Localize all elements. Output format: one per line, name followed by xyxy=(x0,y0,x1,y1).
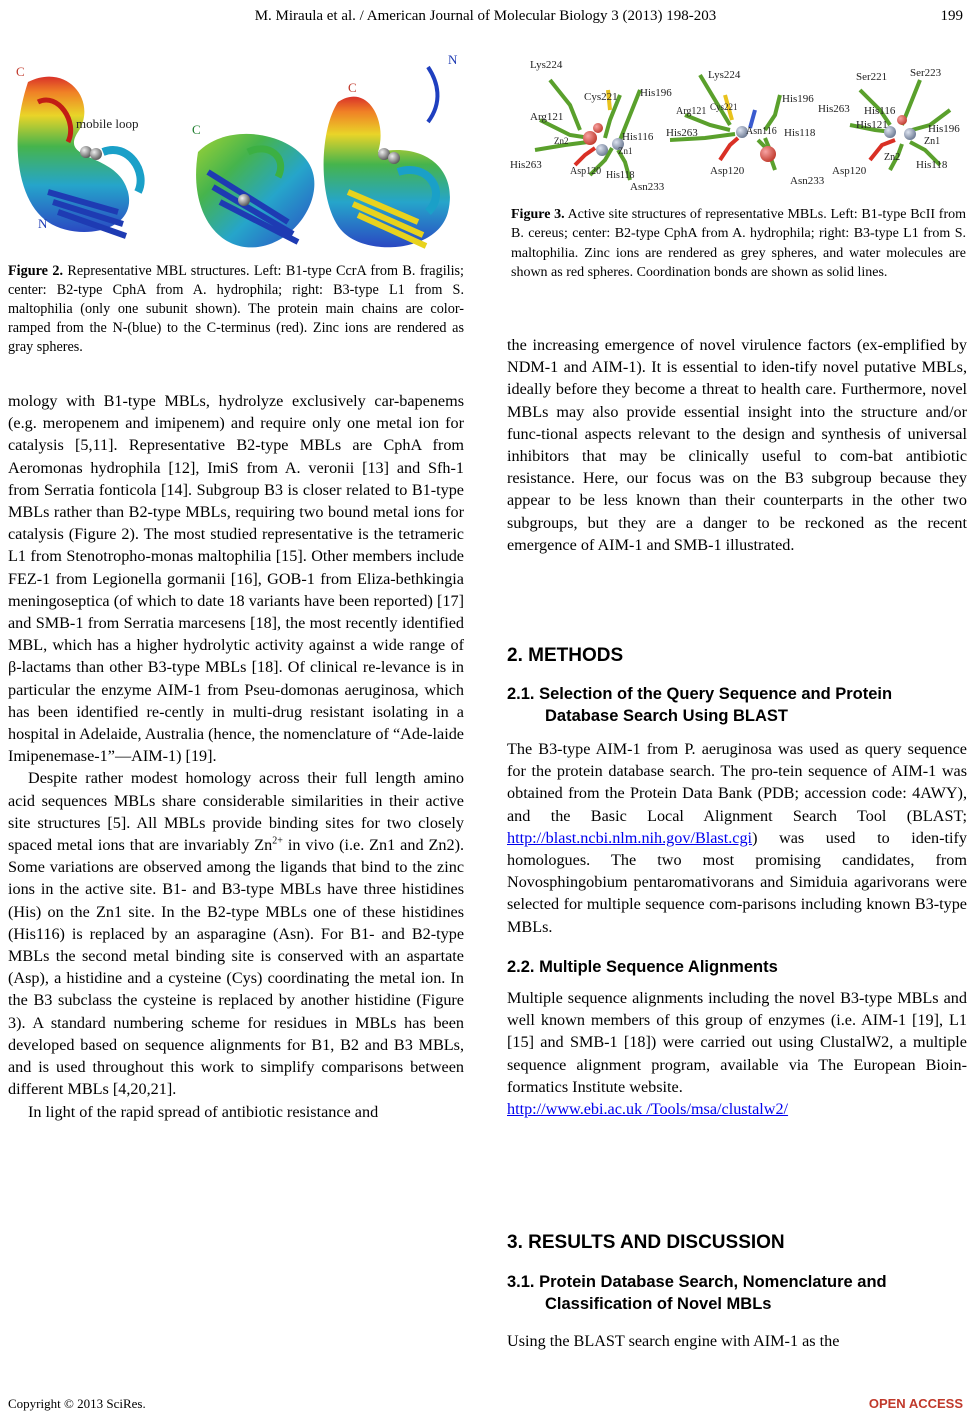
section-2-2-text xyxy=(507,987,967,1120)
clustalw-link[interactable]: http://www.ebi.ac.uk /Tools/msa/clustalw2/ xyxy=(507,1100,789,1119)
figure-2-structures xyxy=(8,42,464,260)
label-asn233-center: Asn233 xyxy=(790,175,825,187)
paragraph: In light of the rapid spread of antibiotic resistance and xyxy=(28,1102,379,1121)
section-3-1-text xyxy=(507,1330,967,1352)
figure-2-caption-text: Representative MBL structures. Left: B1-type CcrA from B. fragilis; center: B2-type CphA from A. hydrophila; right: B3-type L1 from S. maltophilia (only one subunit shown). The protein main chains are color-ramped from the N-(blue) to the C-terminus (red). Zinc ions are rendered as gray spheres. xyxy=(8,263,464,355)
b1-ccra-structure xyxy=(18,77,141,236)
label-arg121: Arg121 xyxy=(530,111,564,123)
label-ser223: Ser223 xyxy=(910,67,942,79)
paragraph: Using the BLAST search engine with AIM-1 as the xyxy=(507,1332,840,1350)
label-cys221: Cys221 xyxy=(584,91,618,103)
label-his116: His116 xyxy=(622,131,654,143)
blast-link[interactable]: http://blast.ncbi.nlm.nih.gov/Blast.cgi xyxy=(507,828,753,847)
label-asn116-center: Asn116 xyxy=(746,126,777,137)
label-n-left: N xyxy=(38,216,48,231)
figure-3-active-sites xyxy=(510,50,967,200)
label-his118: His118 xyxy=(606,170,635,181)
label-his118-center: His118 xyxy=(784,127,816,139)
label-arg121-center: Arg121 xyxy=(676,106,707,117)
label-his263-right: His263 xyxy=(818,103,850,115)
label-his121-right: His121 xyxy=(856,119,888,131)
figure-3-image xyxy=(510,50,967,200)
label-his263: His263 xyxy=(510,159,542,171)
label-zn1-right: Zn1 xyxy=(924,136,941,147)
label-his196: His196 xyxy=(640,87,672,99)
zinc-ion xyxy=(90,148,102,160)
running-header xyxy=(0,8,971,30)
section-heading-results: 3. RESULTS AND DISCUSSION xyxy=(507,1232,785,1253)
label-c-left: C xyxy=(16,64,25,79)
b3-l1-structure xyxy=(324,67,450,247)
right-column-intro xyxy=(507,334,967,556)
paragraph: Multiple sequence alignments including the novel B3-type MBLs and well known members of this group of enzymes (i.e. AIM-1 [19], L1 [15] and SMB-1 [18]) were carried out using ClustalW2, a multiple sequence alignment program, available via The European Bioin-formatics Institute website. xyxy=(507,989,967,1096)
label-c-center: C xyxy=(192,122,201,137)
label-n-right: N xyxy=(448,52,458,67)
label-c-right: C xyxy=(348,80,357,95)
label-asp120-center: Asp120 xyxy=(710,165,745,177)
subsection-heading-2-1: 2.1. Selection of the Query Sequence and Protein Database Search Using BLAST xyxy=(507,685,893,725)
paragraph: The B3-type AIM-1 from P. aeruginosa was used as query sequence for the protein database search. The pro-tein sequence of AIM-1 was obtained from the Protein Data Bank (PDB; accession code: 4AWY), and the Basic Local Alignment Search Tool (BLAST; http://blast.ncbi.nlm.nih.gov/Blast.cgi) was used to iden-tify homologues. The two most promising candidates, from Novosphingobium pentaromativorans and Simiduia agarivorans were selected for multiple sequence com-parisons including known B3-type MBLs. xyxy=(507,740,967,936)
open-access-badge: OPEN ACCESS xyxy=(868,1396,963,1411)
label-his196-center: His196 xyxy=(782,93,814,105)
paragraph: mology with B1-type MBLs, hydrolyze exclusively car-bapenems (e.g. meropenem and imipenem) and require only one metal ion for catalysis [5,11]. Representative B2-type MBLs are CphA from Aeromonas hydrophila [12], ImiS from A. veronii [13] and Sfh-1 from Serratia fonticola [14]. Subgroup B3 is closer related to B1-type MBLs rather than B2-type MBLs, requiring two bound metal ions for catalysis (Figure 2). The most studied representative is the tetrameric L1 from Stenotropho-monas maltophilia [15]. Other members include FEZ-1 from Legionella gormanii [16], GOB-1 from Eliza-bethkingia meningoseptica (of which to date 18 variants have been reported) [17] and SMB-1 from Serratia marcesens [18], the most recently identified MBL, which has a higher hydrolytic activity against a wide range of β-lactams than other B3-type MBLs [18]. Of clinical re-levance is in particular the enzyme AIM-1 from Pseu-domonas aeruginosa, which has been identified re-cently in multi-drug resistant isolating in a hospital in Adelaide, Australia (hence, the nomenclature of “Ade-laide Imipenemase-1”—AIM-1) [19]. xyxy=(8,392,464,766)
label-asn233: Asn233 xyxy=(630,181,665,193)
paragraph: Despite rather modest homology across their full length amino acid sequences MBLs share considerable similarities in their active site structures [5]. All MBLs provide binding sites for two closely spaced metal ions that are invariably $Zn^{2+}$ in vivo (i.e. Zn1 and Zn2). Some variations are observed among the ligands that bind to the zinc ions in the active site. B1- and B3-type MBLs have three histidines (His) on the Zn1 site. In the B2-type MBLs one of these histidines (His116) is replaced by an asparagine (Asn). For B1- and B2-type MBLs the second metal binding site is conserved with an aspartate (Asp), a histidine and a cysteine (Cys) coordinating the metal ion. In the B3 subclass the cysteine is replaced by another histidine (Figure 3). A standard numbering scheme for residues in MBLs has been developed based on sequence alignments for B1, B2 and B3 MBLs, and is used throughout this work to simplify comparisons between different MBLs [4,20,21]. xyxy=(8,769,465,1099)
label-lys224-center: Lys224 xyxy=(708,69,741,81)
label-his116-right: His116 xyxy=(864,105,896,117)
section-2-1-text xyxy=(507,738,967,938)
label-mobile-loop: mobile loop xyxy=(76,116,139,131)
label-asp120-right: Asp120 xyxy=(832,165,867,177)
label-ser221: Ser221 xyxy=(856,71,888,83)
label-zn2-right: Zn2 xyxy=(884,152,901,163)
figure-2-caption xyxy=(8,262,464,357)
paragraph xyxy=(507,1098,967,1120)
label-his263-center: His263 xyxy=(666,127,698,139)
label-zn1: Zn1 xyxy=(618,146,633,156)
zinc-ion xyxy=(238,194,250,206)
page-number: 199 xyxy=(940,8,963,24)
journal-running-title: M. Miraula et al. / American Journal of Molecular Biology 3 (2013) 198-203 xyxy=(254,8,717,24)
label-asp120: Asp120 xyxy=(570,166,602,177)
copyright-notice: Copyright © 2013 SciRes. xyxy=(8,1396,146,1411)
figure-3-caption-text: Active site structures of representative MBLs. Left: B1-type BcII from B. cereus; center: B2-type CphA from A. hydrophila; right: B3-type L1 from S. maltophilia. Zinc ions are rendered as grey spheres, and water molecules are shown as red spheres. Coordination bonds are shown as solid lines. xyxy=(511,207,967,281)
subsection-heading-3-1: 3.1. Protein Database Search, Nomenclature and Classification of Novel MBLs xyxy=(507,1273,887,1313)
subsection-heading-2-2: 2.2. Multiple Sequence Alignments xyxy=(507,958,778,976)
figure-2-image xyxy=(8,42,464,260)
section-heading-methods: 2. METHODS xyxy=(507,645,624,666)
label-lys224: Lys224 xyxy=(530,59,563,71)
figure-3-caption xyxy=(511,205,966,283)
label-his118-right: His118 xyxy=(916,159,948,171)
label-his196-right: His196 xyxy=(928,123,960,135)
zinc-ion xyxy=(80,146,92,158)
b2-cpha-structure xyxy=(196,134,314,248)
paragraph: the increasing emergence of novel virulence factors (ex-emplified by NDM-1 and AIM-1). It is essential to iden-tify novel putative MBLs, ideally before they become a threat to health care. Furthermore, novel MBLs may also provide essential insight into the structure and/or func-tional aspects relevant to the design and synthesis of universal inhibitors that may be clinically useful to com-bat antibiotic resistance. Here, our focus was on the B3 subgroup because they appear to be less known than their counterparts in the other two subgroups, but they are a danger to be reckoned as the recent emergence of AIM-1 and SMB-1 illustrated. xyxy=(507,336,967,554)
figure-3-caption-label: Figure 3. xyxy=(511,207,565,222)
label-zn2: Zn2 xyxy=(554,136,569,146)
zinc-ion xyxy=(388,152,400,164)
left-column-text xyxy=(8,390,464,1123)
label-cys221-center: Cys221 xyxy=(710,102,738,112)
cpha-active-site xyxy=(670,75,780,170)
figure-2-caption-label: Figure 2. xyxy=(8,263,63,279)
